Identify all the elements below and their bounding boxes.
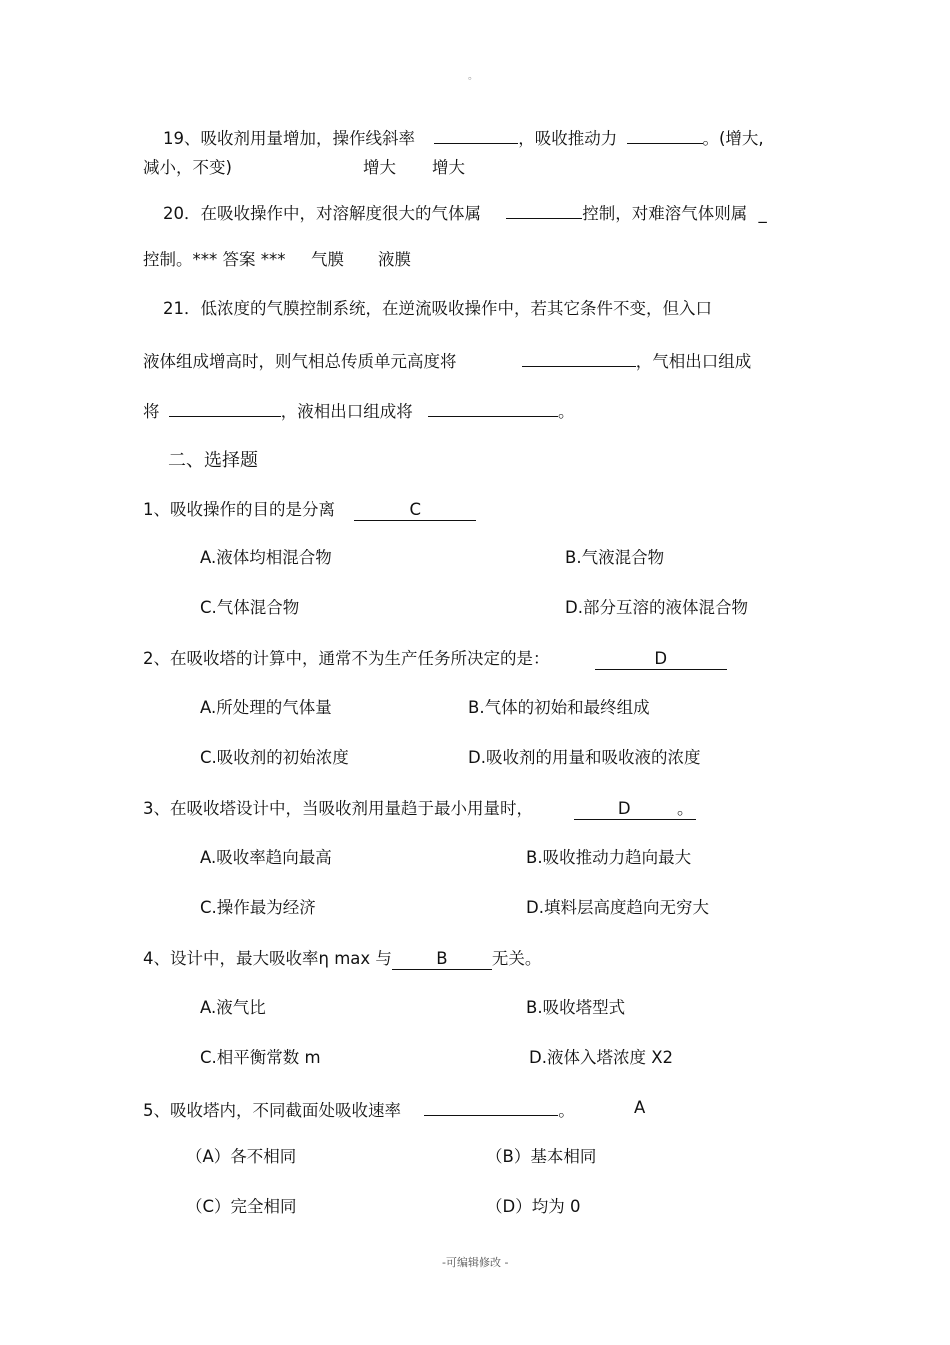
mc-q2-option-b[interactable]: B.气体的初始和最终组成 <box>468 698 650 717</box>
mc-q1-option-a[interactable]: A.液体均相混合物 <box>200 548 332 567</box>
footer-text: -可编辑修改 - <box>442 1256 509 1269</box>
mc-q5-option-b[interactable]: （B）基本相同 <box>486 1147 597 1166</box>
mc-q2-stem-row <box>143 648 727 670</box>
q19-blank-1[interactable] <box>434 125 518 144</box>
mc-q4-option-b[interactable]: B.吸收塔型式 <box>526 998 626 1017</box>
mc-q1-option-b[interactable]: B.气液混合物 <box>565 548 665 567</box>
mc-q1-stem: 1、吸收操作的目的是分离 <box>143 500 335 519</box>
mc-q2-option-c[interactable]: C.吸收剂的初始浓度 <box>200 748 349 767</box>
mc-q5-option-a[interactable]: （A）各不相同 <box>186 1147 297 1166</box>
section-title: 二、选择题 <box>168 450 258 471</box>
q19-text-b: ，吸收推动力 <box>518 129 618 148</box>
mc-q2-answer[interactable]: D <box>595 649 727 670</box>
mc-q3-option-b[interactable]: B.吸收推动力趋向最大 <box>526 848 692 867</box>
mc-q2-stem: 2、在吸收塔的计算中，通常不为生产任务所决定的是： <box>143 649 550 668</box>
q19-line1 <box>163 125 764 150</box>
q19-answer-2: 增大 <box>432 158 465 177</box>
q21-line2 <box>143 348 751 373</box>
q19-text-c: 。(增大, <box>702 129 764 148</box>
mc-q5-answer: A <box>634 1098 646 1117</box>
mc-q3-option-d[interactable]: D.填料层高度趋向无穷大 <box>526 898 709 917</box>
mc-q3-tail: 。 <box>674 799 696 820</box>
mc-q5-option-d[interactable]: （D）均为 0 <box>486 1197 581 1216</box>
mc-q1-stem-row <box>143 499 476 521</box>
q21-blank-2[interactable] <box>169 398 281 417</box>
q19-line2-text: 减小，不变) <box>143 158 232 177</box>
mc-q4-tail: 无关。 <box>491 949 542 968</box>
q21-text-d: ，液相出口组成将 <box>280 402 413 421</box>
q19-answer-1: 增大 <box>363 158 396 177</box>
header-mark: 。 <box>468 71 478 82</box>
q21-text-c: 将 <box>143 402 160 421</box>
mc-q3-answer[interactable]: D <box>574 799 674 820</box>
mc-q3-option-c[interactable]: C.操作最为经济 <box>200 898 316 917</box>
mc-q5-stem-row <box>143 1097 575 1122</box>
mc-q1-option-c[interactable]: C.气体混合物 <box>200 598 300 617</box>
q20-line2-text: 控制。*** 答案 *** <box>143 250 286 269</box>
mc-q5-tail: 。 <box>558 1101 575 1120</box>
mc-q4-stem: 4、设计中，最大吸收率η max 与 <box>143 949 392 968</box>
mc-q2-option-a[interactable]: A.所处理的气体量 <box>200 698 332 717</box>
q20-text-a: 20．在吸收操作中，对溶解度很大的气体属 <box>163 204 481 223</box>
mc-q4-option-a[interactable]: A.液气比 <box>200 998 266 1017</box>
mc-q1-answer[interactable]: C <box>354 500 476 521</box>
q21-blank-3[interactable] <box>428 398 558 417</box>
q20-text-b: 控制，对难溶气体则属 <box>582 204 748 223</box>
q20-answer-2: 液膜 <box>378 250 411 269</box>
q20-line1 <box>163 200 767 225</box>
q19-text-a: 19、吸收剂用量增加，操作线斜率 <box>163 129 415 148</box>
q21-text-a: 液体组成增高时，则气相总传质单元高度将 <box>143 352 457 371</box>
mc-q1-option-d[interactable]: D.部分互溶的液体混合物 <box>565 598 748 617</box>
mc-q4-option-c[interactable]: C.相平衡常数 m <box>200 1048 321 1067</box>
mc-q5-blank[interactable] <box>424 1097 558 1116</box>
q20-blank-1[interactable] <box>506 200 582 219</box>
q21-text-b: ，气相出口组成 <box>635 352 752 371</box>
mc-q2-option-d[interactable]: D.吸收剂的用量和吸收液的浓度 <box>468 748 701 767</box>
mc-q4-option-d[interactable]: D.液体入塔浓度 X2 <box>529 1048 673 1067</box>
q21-line3 <box>143 398 575 423</box>
q19-blank-2[interactable] <box>627 125 703 144</box>
mc-q5-stem: 5、吸收塔内，不同截面处吸收速率 <box>143 1101 401 1120</box>
mc-q5-option-c[interactable]: （C）完全相同 <box>186 1197 297 1216</box>
mc-q3-option-a[interactable]: A.吸收率趋向最高 <box>200 848 332 867</box>
q21-line1: 21．低浓度的气膜控制系统，在逆流吸收操作中，若其它条件不变，但入口 <box>163 299 712 318</box>
q20-answer-1: 气膜 <box>311 250 344 269</box>
q21-text-e: 。 <box>558 402 575 421</box>
mc-q3-stem-row <box>143 798 696 820</box>
q21-blank-1[interactable] <box>522 348 636 367</box>
mc-q4-answer[interactable]: B <box>392 949 492 970</box>
q20-text-c: _ <box>758 204 767 223</box>
mc-q4-stem-row <box>143 948 541 970</box>
mc-q3-stem: 3、在吸收塔设计中，当吸收剂用量趋于最小用量时， <box>143 799 533 818</box>
